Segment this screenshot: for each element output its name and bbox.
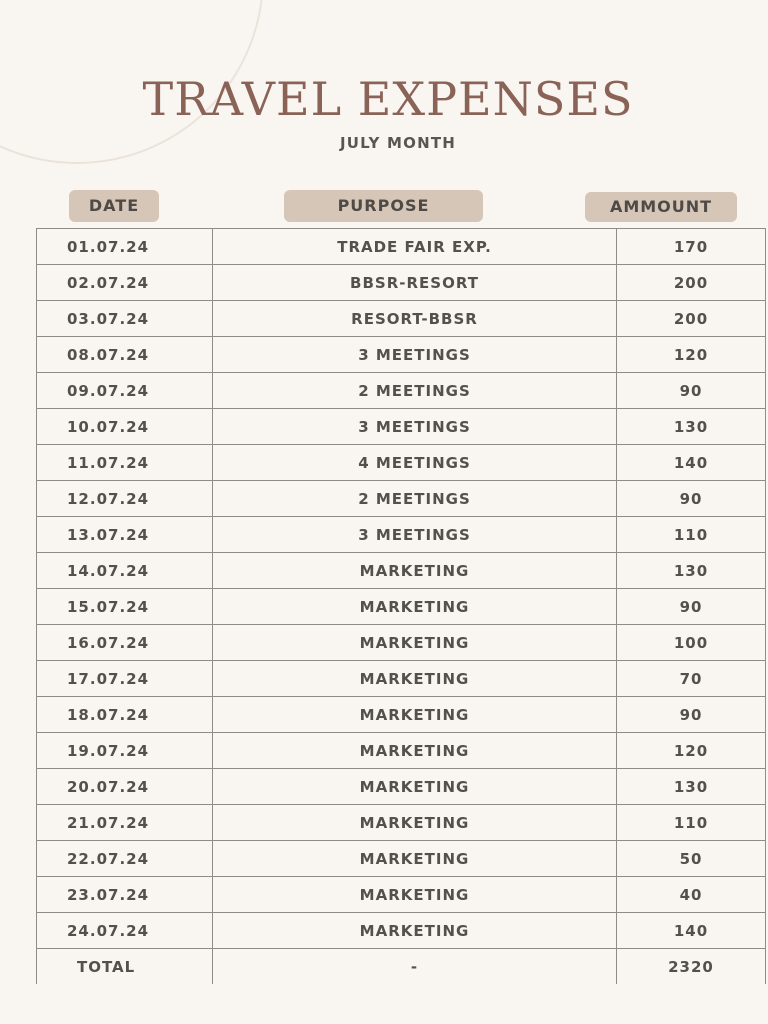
total-label: TOTAL xyxy=(37,949,213,985)
purpose-cell: 2 MEETINGS xyxy=(213,481,617,517)
amount-cell: 90 xyxy=(617,373,766,409)
amount-cell: 200 xyxy=(617,301,766,337)
date-cell: 03.07.24 xyxy=(37,301,213,337)
total-amount: 2320 xyxy=(617,949,766,985)
purpose-cell: 2 MEETINGS xyxy=(213,373,617,409)
table-row xyxy=(37,373,766,409)
date-cell: 01.07.24 xyxy=(37,229,213,265)
date-cell: 10.07.24 xyxy=(37,409,213,445)
amount-cell: 140 xyxy=(617,913,766,949)
purpose-cell: MARKETING xyxy=(213,625,617,661)
date-cell: 08.07.24 xyxy=(37,337,213,373)
purpose-cell: MARKETING xyxy=(213,769,617,805)
amount-cell: 120 xyxy=(617,337,766,373)
date-cell: 21.07.24 xyxy=(37,805,213,841)
amount-cell: 130 xyxy=(617,553,766,589)
table-row xyxy=(37,805,766,841)
amount-cell: 50 xyxy=(617,841,766,877)
amount-cell: 120 xyxy=(617,733,766,769)
purpose-cell: 3 MEETINGS xyxy=(213,337,617,373)
table-row xyxy=(37,697,766,733)
purpose-cell: MARKETING xyxy=(213,913,617,949)
purpose-cell: MARKETING xyxy=(213,877,617,913)
table-row xyxy=(37,913,766,949)
date-cell: 11.07.24 xyxy=(37,445,213,481)
table-row xyxy=(37,229,766,265)
column-header-amount: AMMOUNT xyxy=(585,192,737,222)
column-header-date: DATE xyxy=(69,190,159,222)
table-row xyxy=(37,265,766,301)
purpose-cell: 3 MEETINGS xyxy=(213,409,617,445)
date-cell: 23.07.24 xyxy=(37,877,213,913)
expenses-table-body xyxy=(37,229,766,985)
date-cell: 22.07.24 xyxy=(37,841,213,877)
date-cell: 02.07.24 xyxy=(37,265,213,301)
amount-cell: 170 xyxy=(617,229,766,265)
table-row xyxy=(37,553,766,589)
date-cell: 09.07.24 xyxy=(37,373,213,409)
purpose-cell: MARKETING xyxy=(213,733,617,769)
date-cell: 18.07.24 xyxy=(37,697,213,733)
expenses-table xyxy=(36,228,766,984)
table-row xyxy=(37,661,766,697)
purpose-cell: BBSR-RESORT xyxy=(213,265,617,301)
amount-cell: 100 xyxy=(617,625,766,661)
date-cell: 19.07.24 xyxy=(37,733,213,769)
purpose-cell: MARKETING xyxy=(213,661,617,697)
table-row xyxy=(37,769,766,805)
date-cell: 15.07.24 xyxy=(37,589,213,625)
table-row xyxy=(37,481,766,517)
table-row xyxy=(37,625,766,661)
amount-cell: 110 xyxy=(617,805,766,841)
purpose-cell: MARKETING xyxy=(213,805,617,841)
date-cell: 17.07.24 xyxy=(37,661,213,697)
amount-cell: 130 xyxy=(617,769,766,805)
purpose-cell: MARKETING xyxy=(213,697,617,733)
amount-cell: 200 xyxy=(617,265,766,301)
date-cell: 16.07.24 xyxy=(37,625,213,661)
table-row xyxy=(37,409,766,445)
date-cell: 13.07.24 xyxy=(37,517,213,553)
amount-cell: 110 xyxy=(617,517,766,553)
page-subtitle: JULY MONTH xyxy=(339,134,457,152)
amount-cell: 130 xyxy=(617,409,766,445)
table-row xyxy=(37,337,766,373)
total-row xyxy=(37,949,766,985)
date-cell: 20.07.24 xyxy=(37,769,213,805)
purpose-cell: 4 MEETINGS xyxy=(213,445,617,481)
purpose-cell: RESORT-BBSR xyxy=(213,301,617,337)
column-header-purpose: PURPOSE xyxy=(284,190,483,222)
amount-cell: 70 xyxy=(617,661,766,697)
table-row xyxy=(37,733,766,769)
table-row xyxy=(37,517,766,553)
amount-cell: 40 xyxy=(617,877,766,913)
table-row xyxy=(37,589,766,625)
purpose-cell: MARKETING xyxy=(213,553,617,589)
amount-cell: 90 xyxy=(617,589,766,625)
amount-cell: 90 xyxy=(617,481,766,517)
purpose-cell: MARKETING xyxy=(213,841,617,877)
date-cell: 12.07.24 xyxy=(37,481,213,517)
total-purpose-cell: - xyxy=(213,949,617,985)
purpose-cell: 3 MEETINGS xyxy=(213,517,617,553)
amount-cell: 90 xyxy=(617,697,766,733)
table-row xyxy=(37,841,766,877)
purpose-cell: TRADE FAIR EXP. xyxy=(213,229,617,265)
date-cell: 24.07.24 xyxy=(37,913,213,949)
amount-cell: 140 xyxy=(617,445,766,481)
table-row xyxy=(37,877,766,913)
purpose-cell: MARKETING xyxy=(213,589,617,625)
page-title: TRAVEL EXPENSES xyxy=(142,72,634,126)
date-cell: 14.07.24 xyxy=(37,553,213,589)
table-row xyxy=(37,301,766,337)
table-row xyxy=(37,445,766,481)
